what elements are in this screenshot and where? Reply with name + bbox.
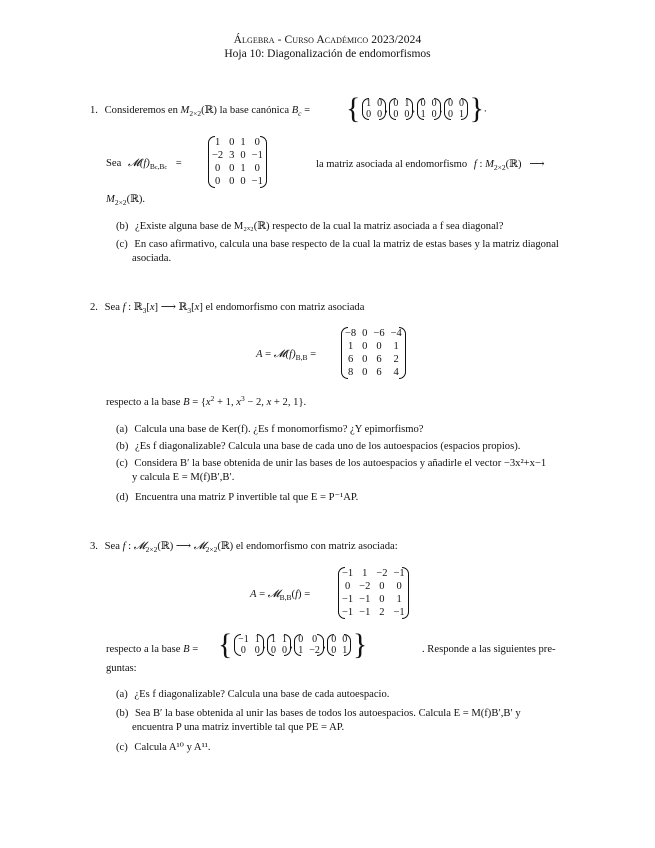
ex3-item-c: (c) Calcula A¹⁰ y A¹¹. <box>116 742 211 753</box>
ex1-codomain: $M_{2\times 2}(ℝ)$. <box>106 194 146 207</box>
ex1-matrix-cell: 0 <box>229 137 235 148</box>
ex3-basis: { −1 1 0 0 , 1 1 0 0 , 0 0 1 −2 , 0 0 0 1 } <box>218 628 368 661</box>
ex1-matrix-cell: 0 <box>254 163 260 174</box>
ex3-matrix-cell: −2 <box>359 581 371 592</box>
ex3-intro-line: 3. Sea f : 𝓜$_{2\times 2}$(ℝ) ⟶ 𝓜$_{2\times 2}$(ℝ) el endomorfismo con matriz asociada: <box>90 541 398 554</box>
ex2-matrix-cell: −6 <box>373 328 385 339</box>
ex3-eq-label: A = 𝓜$_{B,B}$(f) = <box>250 589 311 602</box>
ex2-item-d: (d) Encuentra una matriz P invertible tal que E = P⁻¹AP. <box>116 492 359 503</box>
ex2-matrix-cell: 6 <box>376 367 382 378</box>
ex1-matrix-cell: 0 <box>214 176 221 187</box>
ex1-matrix-cell: −1 <box>251 176 263 187</box>
ex2-matrix-cell: 1 <box>393 341 399 352</box>
ex3-matrix-cell: 0 <box>344 581 351 592</box>
ex3-basis-label: respecto a la base B = <box>106 644 199 655</box>
ex3-matrix-cell: 1 <box>396 594 402 605</box>
ex1-item-c-cont: asociada. <box>132 253 172 264</box>
ex1-matrix-cell: 0 <box>240 150 246 161</box>
ex2-eq-label: $A = 𝓜(f)_{B,B}$ = <box>256 349 317 362</box>
sheet-title: Hoja 10: Diagonalización de endomorfismos <box>224 48 431 60</box>
ex1-matrix-cell: 0 <box>254 137 260 148</box>
ex2-matrix <box>342 327 405 379</box>
ex3-matrix-cell: 0 <box>379 594 385 605</box>
course-title: Álgebra - Curso Académico 2023/2024 <box>233 34 422 46</box>
ex2-matrix-cell: −4 <box>390 328 402 339</box>
ex1-matrix-cell: 0 <box>229 163 235 174</box>
ex2-intro-line: 2. Sea f : ℝ$_3$[x] ⟶ ℝ$_3$[x] el endomorfismo con matriz asociada <box>90 302 365 315</box>
ex1-matrix-cell: −1 <box>251 150 263 161</box>
ex1-matrix-cell: 1 <box>240 163 246 174</box>
ex1-matrix-cell: 1 <box>214 137 221 148</box>
ex2-item-b: (b) ¿Es f diagonalizable? Calcula una base de cada uno de los autoespacios (espacios propios). <box>116 441 521 452</box>
ex1-sea-line: Sea $𝓜(f)_{Bc,Bc}$ = <box>106 158 182 171</box>
ex2-matrix-cell: 0 <box>362 354 368 365</box>
ex2-matrix-cell: 2 <box>393 354 399 365</box>
ex1-matrix-cell: 3 <box>229 150 235 161</box>
ex1-matrix-cell: −2 <box>212 150 224 161</box>
ex3-matrix-cell: 0 <box>379 581 385 592</box>
ex3-matrix-cell: 2 <box>379 607 385 618</box>
ex2-item-a: (a) Calcula una base de Ker(f). ¿Es f monomorfismo? ¿Y epimorfismo? <box>116 424 424 435</box>
ex1-desc: la matriz asociada al endomorfismo f : $M_{2\times 2}(ℝ)$ ⟶ <box>316 159 545 172</box>
ex3-item-b-cont: encuentra P una matriz invertible tal que PE = AP. <box>132 722 345 733</box>
ex3-matrix <box>339 567 408 619</box>
ex1-number: 1. <box>90 105 98 116</box>
ex2-matrix-cell: 0 <box>362 341 368 352</box>
document-header <box>0 33 655 61</box>
ex3-item-a: (a) ¿Es f diagonalizable? Calcula una base de cada autoespacio. <box>116 689 390 700</box>
ex1-item-c: (c) En caso afirmativo, calcula una base respecto de la cual la matriz de estas bases y la matriz diagonal <box>116 239 559 250</box>
ex3-matrix-cell: −1 <box>342 607 354 618</box>
ex1-matrix-cell: 1 <box>240 137 246 148</box>
ex1-intro-line: 1. Consideremos en $M_{2\times 2}(ℝ)$ la base canónica $B_c$ = <box>90 105 311 118</box>
ex3-respond-cont: guntas: <box>106 663 137 674</box>
ex3-item-b: (b) Sea B′ la base obtenida al unir las bases de todos los autoespacios. Calcula E = M(f)B′,B′ y <box>116 708 521 719</box>
ex2-item-c: (c) Considera B′ la base obtenida de unir las bases de los autoespacios y añadirle el vector −3x²+x−1 <box>116 458 547 469</box>
ex1-matrix <box>209 136 266 188</box>
ex2-matrix-cell: 8 <box>347 367 354 378</box>
ex3-matrix-cell: −1 <box>342 568 354 579</box>
ex1-matrix-cell: 0 <box>240 176 246 187</box>
ex3-matrix-cell: 1 <box>362 568 368 579</box>
ex2-item-c-cont: y calcula E = M(f)B′,B′. <box>132 472 235 483</box>
canonical-basis: { 1 0 0 0 , 0 1 0 0 , 0 0 1 0 , 0 0 0 1 }. <box>346 92 487 125</box>
ex2-matrix-cell: 0 <box>362 328 368 339</box>
ex2-matrix-cell: 4 <box>393 367 399 378</box>
ex3-respond: . Responde a las siguientes pre- <box>422 644 556 655</box>
ex3-matrix-cell: −1 <box>393 607 405 618</box>
ex3-matrix-cell: −2 <box>376 568 388 579</box>
ex3-matrix-cell: −1 <box>359 607 371 618</box>
ex1-matrix-cell: 0 <box>214 163 221 174</box>
ex2-basis: respecto a la base $B = \{x^2 + 1$, $x^3 - 2$, x + 2, 1}. <box>106 394 307 408</box>
ex1-matrix-cell: 0 <box>229 176 235 187</box>
ex2-matrix-cell: 6 <box>376 354 382 365</box>
ex2-matrix-cell: 0 <box>376 341 382 352</box>
ex3-matrix-cell: 0 <box>396 581 402 592</box>
ex2-matrix-cell: 0 <box>362 367 368 378</box>
ex2-matrix-cell: −8 <box>345 328 357 339</box>
ex1-item-b: (b) ¿Existe alguna base de M₂ₓ₂(ℝ) respecto de la cual la matriz asociada a f sea diagonal? <box>116 221 504 232</box>
ex3-matrix-cell: −1 <box>359 594 371 605</box>
ex2-matrix-cell: 6 <box>347 354 354 365</box>
ex3-matrix-cell: −1 <box>393 568 405 579</box>
ex3-matrix-cell: −1 <box>342 594 354 605</box>
ex2-matrix-cell: 1 <box>347 341 354 352</box>
